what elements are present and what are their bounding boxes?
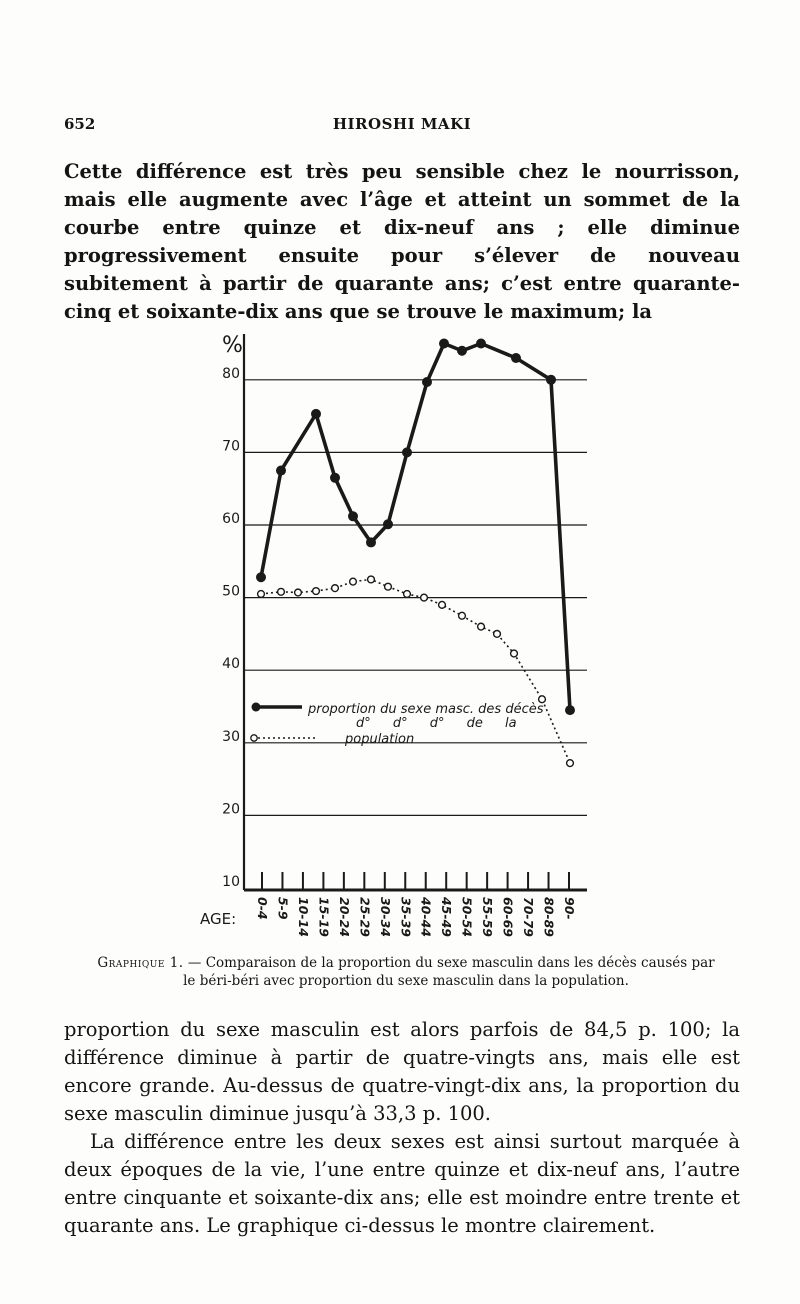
x-category-label: 30-34 — [377, 897, 393, 937]
x-category-label: 5-9 — [275, 897, 291, 920]
series-deaths-line — [261, 344, 570, 711]
series-deaths-point — [476, 339, 486, 349]
series-deaths-point — [311, 409, 321, 419]
x-category-label: 80-89 — [541, 897, 557, 937]
legend-line-2: d° d° d° de la — [356, 716, 517, 731]
caption-label: Graphique 1. — [97, 955, 184, 971]
series-population-point — [258, 591, 265, 598]
y-unit-label: % — [222, 333, 243, 358]
series-deaths-point — [422, 377, 432, 387]
x-category-label: 25-29 — [357, 897, 373, 937]
series-deaths-point — [276, 466, 286, 476]
series-deaths-point — [256, 572, 266, 582]
series-population-point — [385, 583, 392, 590]
paragraph-3: La différence entre les deux sexes est ainsi surtout marquée à deux époques de la vie, l’une entre quinze et dix-neuf ans, l’autre entre cinquante et soixante-dix ans; elle est moindre entre trente et quarante ans. Le graphique ci-dessus le montre clairement. — [64, 1130, 740, 1237]
paragraph-2: proportion du sexe masculin est alors parfois de 84,5 p. 100; la différence diminue à partir de quatre-vingts ans, mais elle est encore grande. Au-dessus de quatre-vingt-dix ans, la proportion du sexe masculin diminue jusqu’à 33,3 p. 100. — [64, 1018, 740, 1125]
series-population-point — [350, 578, 357, 585]
series-population-point — [332, 585, 339, 592]
series-deaths-point — [348, 511, 358, 521]
x-category-label: 35-39 — [398, 897, 414, 937]
y-tick-label: 60 — [222, 511, 240, 527]
x-category-label: 20-24 — [336, 897, 352, 937]
x-category-label: 10-14 — [295, 897, 311, 937]
running-title: HIROSHI MAKI — [332, 115, 472, 133]
series-deaths-point — [546, 375, 556, 385]
y-tick-label: 30 — [222, 728, 240, 745]
series-population-point — [511, 650, 518, 657]
series-deaths-point — [511, 353, 521, 363]
series-population-point — [404, 591, 411, 598]
x-category-label: 0-4 — [255, 897, 270, 920]
series-deaths-point — [383, 519, 393, 529]
x-category-label: 90- — [562, 897, 577, 920]
series-population-point — [478, 623, 485, 630]
series-population-point — [459, 612, 466, 619]
legend-line-3: population — [345, 732, 415, 747]
legend-population-dot — [251, 735, 257, 741]
series-deaths-point — [565, 705, 575, 715]
series-population-point — [567, 760, 574, 767]
page-number: 652 — [64, 115, 96, 133]
series-deaths-point — [330, 473, 340, 483]
x-category-label: 70-79 — [521, 897, 537, 937]
series-population-point — [368, 576, 375, 583]
series-population-point — [278, 588, 285, 595]
figure-caption — [96, 954, 716, 990]
series-deaths-point — [366, 537, 376, 547]
x-category-label: 55-59 — [480, 897, 496, 937]
y-tick-label: 50 — [222, 583, 240, 600]
series-population-line — [261, 579, 570, 763]
x-category-label: 40-44 — [418, 897, 434, 937]
series-population-point — [421, 594, 428, 601]
series-population-point — [313, 588, 320, 595]
caption-text: — Comparaison de la proportion du sexe masculin dans les décès causés par le béri-béri avec proportion du sexe masculin dans la population. — [183, 955, 715, 989]
series-deaths-point — [457, 346, 467, 356]
x-category-label: 50-54 — [459, 897, 475, 937]
x-category-label: 15-19 — [316, 897, 332, 937]
y-tick-label: 10 — [222, 874, 240, 890]
legend-deaths-dot — [252, 703, 261, 712]
y-tick-label: 80 — [222, 365, 240, 382]
series-deaths-point — [439, 339, 449, 349]
y-tick-label: 40 — [222, 656, 240, 673]
series-population-point — [494, 631, 501, 638]
legend-line-1: proportion du sexe masc. des décès — [308, 702, 544, 717]
series-deaths-point — [402, 447, 412, 457]
paragraph-1: Cette différence est très peu sensible chez le nourrisson, mais elle augmente avec l’âge et atteint un sommet de la courbe entre quinze et dix-neuf ans ; elle diminue progressivement ensuite pour s’élever de nouveau subitement à partir de quarante ans; c’est entre quarante-cinq et soixante-dix ans que se trouve le maximum; la — [64, 160, 740, 323]
y-tick-label: 20 — [222, 801, 240, 818]
series-population-point — [295, 589, 302, 596]
series-population-point — [439, 601, 446, 608]
x-category-label: 60-69 — [500, 897, 516, 937]
x-category-label: 45-49 — [439, 897, 455, 937]
y-tick-label: 70 — [222, 438, 240, 455]
x-axis-label: AGE: — [200, 910, 237, 928]
